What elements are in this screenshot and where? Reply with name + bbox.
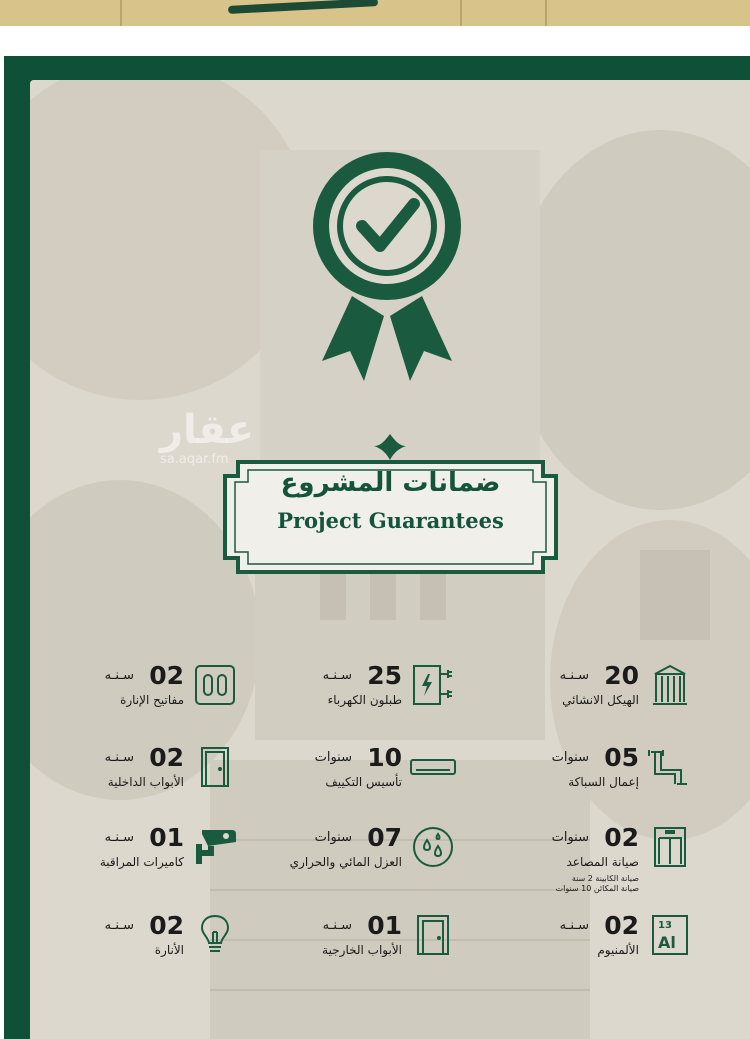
light-bulb-icon xyxy=(192,912,238,958)
guarantee-cameras xyxy=(40,822,240,892)
title-frame xyxy=(218,432,563,580)
years-unit: سـنـه xyxy=(104,668,134,683)
aluminum-element-icon xyxy=(647,912,693,958)
guarantee-plumbing xyxy=(495,742,695,812)
guarantee-note: صيانة الكابينة 2 سنة xyxy=(571,874,639,883)
guarantee-lighting xyxy=(40,910,240,980)
guarantee-elevators xyxy=(495,822,695,892)
security-camera-icon xyxy=(192,824,238,870)
years-unit: سـنـه xyxy=(322,918,352,933)
top-decorative-strip xyxy=(0,0,750,26)
years-number: 25 xyxy=(367,661,402,690)
exterior-door-icon xyxy=(410,912,456,958)
guarantee-label: مفاتيح الإنارة xyxy=(120,693,184,707)
guarantee-interior-doors xyxy=(40,742,240,812)
separator xyxy=(0,26,750,56)
check-badge-icon xyxy=(312,146,462,396)
guarantee-light-switches xyxy=(40,660,240,730)
guarantee-aluminum xyxy=(495,910,695,980)
guarantee-label: صيانة المصاعد xyxy=(566,855,639,869)
guarantee-label: الأبواب الخارجية xyxy=(322,943,402,957)
years-number: 02 xyxy=(604,911,639,940)
years-unit: سـنـه xyxy=(104,918,134,933)
water-drops-icon xyxy=(410,824,456,870)
guarantee-electrical-panel xyxy=(258,660,458,730)
guarantee-label: الألمنيوم xyxy=(597,943,639,957)
guarantee-label: الأنارة xyxy=(154,943,184,957)
guarantee-label: الهيكل الانشائي xyxy=(562,693,639,707)
years-number: 10 xyxy=(367,743,402,772)
years-number: 05 xyxy=(604,743,639,772)
guarantee-label: كاميرات المراقبة xyxy=(99,855,184,869)
electrical-panel-icon xyxy=(410,662,456,708)
watermark-brand: عقار xyxy=(160,407,255,453)
years-unit: سـنـه xyxy=(104,830,134,845)
building-columns-icon xyxy=(647,662,693,708)
years-number: 01 xyxy=(367,911,402,940)
years-number: 02 xyxy=(149,661,184,690)
guarantee-label: تأسيس التكييف xyxy=(325,775,402,789)
guarantee-structure xyxy=(495,660,695,730)
guarantee-label: إعمال السباكة xyxy=(568,775,639,789)
watermark-domain: sa.aqar.fm xyxy=(160,452,229,467)
years-number: 02 xyxy=(149,911,184,940)
guarantee-label: الأبواب الداخلية xyxy=(107,775,184,789)
guarantee-note: صيانة المكائن 10 سنوات xyxy=(555,884,639,893)
years-unit: سنوات xyxy=(551,830,589,845)
years-number: 02 xyxy=(604,823,639,852)
element-symbol: Al xyxy=(658,933,676,952)
years-number: 07 xyxy=(367,823,402,852)
years-unit: سـنـه xyxy=(559,668,589,683)
years-unit: سـنـه xyxy=(559,918,589,933)
guarantee-label: العزل المائي والحراري xyxy=(289,855,402,869)
years-number: 20 xyxy=(604,661,639,690)
interior-door-icon xyxy=(192,744,238,790)
years-number: 01 xyxy=(149,823,184,852)
years-number: 02 xyxy=(149,743,184,772)
guarantee-ac xyxy=(258,742,458,812)
guarantees-poster xyxy=(4,56,750,1039)
poster-inner xyxy=(30,80,750,1039)
title-english: Project Guarantees xyxy=(277,508,504,533)
years-unit: سنوات xyxy=(551,750,589,765)
plumbing-pipe-icon xyxy=(647,744,693,790)
years-unit: سنوات xyxy=(314,750,352,765)
element-number: 13 xyxy=(658,920,672,931)
air-conditioner-icon xyxy=(410,744,456,790)
title-arabic: ضمانات المشروع xyxy=(280,468,501,498)
guarantee-label: طبلون الكهرباء xyxy=(327,693,402,707)
guarantee-exterior-doors xyxy=(258,910,458,980)
years-unit: سنوات xyxy=(314,830,352,845)
years-unit: سـنـه xyxy=(104,750,134,765)
light-switch-icon xyxy=(192,662,238,708)
guarantee-insulation xyxy=(258,822,458,892)
years-unit: سـنـه xyxy=(322,668,352,683)
elevator-icon xyxy=(647,824,693,870)
